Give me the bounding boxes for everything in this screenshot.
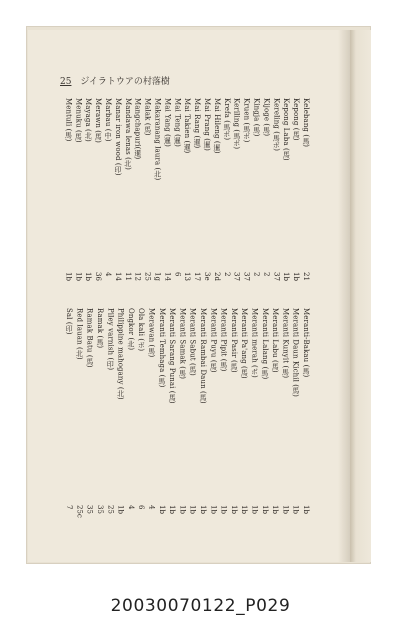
entry-page-ref: 1b [229,505,238,514]
entry-name: Malak (馬) [143,98,152,136]
entry-page-ref: 1b [302,505,310,514]
entry-name: Meranti Labu (馬) [271,308,280,373]
entry-page-ref: 1b [199,505,207,514]
entry-name: Philippine mahogany (北) [116,308,125,400]
entry-name: Meranti Pipit (馬) [219,308,228,372]
entry-name: Kruen (馬ボ) [242,98,251,143]
entry-page-ref: 21 [302,272,310,281]
entry-name: Manar iron wood (印) [113,98,122,176]
entry-name: Ongkor (北) [126,308,135,351]
entry-page-ref: 1b [281,505,290,514]
entry-name: Kijoge (馬) [262,98,271,137]
entry-page-ref: 6 [137,505,146,510]
entry-page-ref: 1b [157,505,166,514]
entry-name: Meranti Sarang Punai (馬) [168,308,177,404]
entry-name: Mentuli (馬) [64,98,73,142]
entry-page-ref: 37 [242,272,251,281]
entry-name: Mai Takien (暹) [183,98,192,154]
entry-name: Kelebang (馬) [302,98,310,148]
entry-page-ref: 25 [106,505,115,514]
entry-page-ref: 4 [126,505,135,510]
entry-page-ref: 2d [212,272,221,281]
entry-page-ref: 1b [116,505,125,514]
entry-page-ref: 13 [183,272,192,281]
entry-name: Meranti Pasir (馬) [229,308,238,373]
entry-name: Meranti-Bakau (馬) [302,308,310,378]
entry-name: Marbau (中) [104,98,112,142]
entry-name: Meranti Lalang (馬) [260,308,269,380]
entry-name: Mangchapuri(暹) [133,98,142,160]
entry-name: Piley varnish (印) [106,308,115,371]
entry-page-ref: 1g [153,272,162,281]
archive-caption: 20030070122_P029 [110,596,291,616]
entry-page-ref: 2 [252,272,261,277]
entry-page-ref: 14 [113,272,122,281]
entry-name: Meranti Sabut (馬) [188,308,197,376]
facing-page-edge [350,30,371,562]
entry-name: Meranti Temhaga (馬) [157,308,166,388]
entry-name: Red lauan (北) [75,308,84,360]
entry-page-ref: 2 [262,272,271,277]
entry-name: Makaranang laura (北) [153,98,162,181]
entry-name: Menuku (馬) [74,98,83,143]
entry-page-ref: 6 [173,272,182,277]
entry-page-ref: 1b [74,272,83,281]
entry-name: Mai Prang (暹) [203,98,211,152]
running-title: ジイラトウアの村落樹 [80,77,170,87]
entry-name: Mai Rang (暹) [193,98,202,149]
entry-page-ref: 2 [222,272,231,277]
entry-name: Meranti Samak (馬) [178,308,187,380]
entry-page-ref: 1b [168,505,177,514]
entry-name: Krefa (馬ボ) [222,98,231,141]
entry-name: Mai Hileng (暹) [212,98,221,154]
entry-page-ref: 25 [143,272,152,281]
entry-name: Mandawa lenas (北) [123,98,132,170]
entry-name: Meranti Kunyit (馬) [281,308,290,379]
entry-page-ref: 1b [219,505,228,514]
entry-page-ref: 35 [96,505,104,514]
entry-page-ref: 1b [84,272,93,281]
entry-page-ref: 17 [193,272,202,281]
entry-page-ref: 37 [272,272,281,281]
page-header [60,74,170,87]
page-number: 25 [60,77,72,87]
entry-page-ref: 1b [282,272,291,281]
entry-name: Kepong (馬) [292,98,301,141]
entry-page-ref: 7 [65,505,74,510]
entry-name: Merawan (馬) [147,308,156,358]
entry-page-ref: 1b [188,505,197,514]
entry-page-ref: 1b [209,505,218,514]
entry-page-ref: 36 [94,272,103,281]
entry-name: Mai Yang (暹) [163,98,172,147]
entry-page-ref: 1b [260,505,269,514]
entry-page-ref: 4 [147,505,156,510]
entry-page-ref: 1b [64,272,73,281]
entry-name: Mayaga (北) [84,98,93,142]
entry-name: Meranti Pa'ang (馬) [240,308,249,379]
entry-name: Meranti merah (ボ) [250,308,259,378]
entry-name: Merawn (馬) [94,98,103,144]
entry-page-ref: 14 [163,272,172,281]
entry-name: Meranti Daun Kichil (馬) [291,308,300,398]
entry-name: Sal (印) [65,308,74,335]
entry-page-ref: 1b [250,505,259,514]
entry-page-ref: 1b [271,505,280,514]
entry-page-ref: 11 [123,272,132,281]
entry-page-ref: 37 [232,272,241,281]
entry-page-ref: 1b [178,505,187,514]
entry-name: Meranti Rambai Daun (馬) [199,308,207,404]
entry-page-ref: 4 [104,272,112,277]
entry-name: Mai Teng (暹) [173,98,182,147]
entry-name: Ramak Batu (馬) [85,308,94,368]
entry-name: Ramak (馬) [96,308,104,349]
entry-page-ref: 25c [75,505,84,518]
entry-page-ref: 1b [240,505,249,514]
entry-name: Keriling (馬ボ) [232,98,241,150]
entry-name: Ola kali (ボ) [137,308,146,352]
entry-page-ref: 1b [292,272,301,281]
entry-page-ref: 12 [133,272,142,281]
entry-name: Kereling (馬ボ) [272,98,281,152]
entry-name: Kingja (馬) [252,98,261,137]
entry-name: Kepong Laba (馬) [282,98,291,161]
entry-page-ref: 35 [85,505,94,514]
entry-page-ref: 1b [291,505,300,514]
entry-name: Meranti Puyu (馬) [209,308,218,373]
entry-page-ref: 3e [203,272,211,281]
